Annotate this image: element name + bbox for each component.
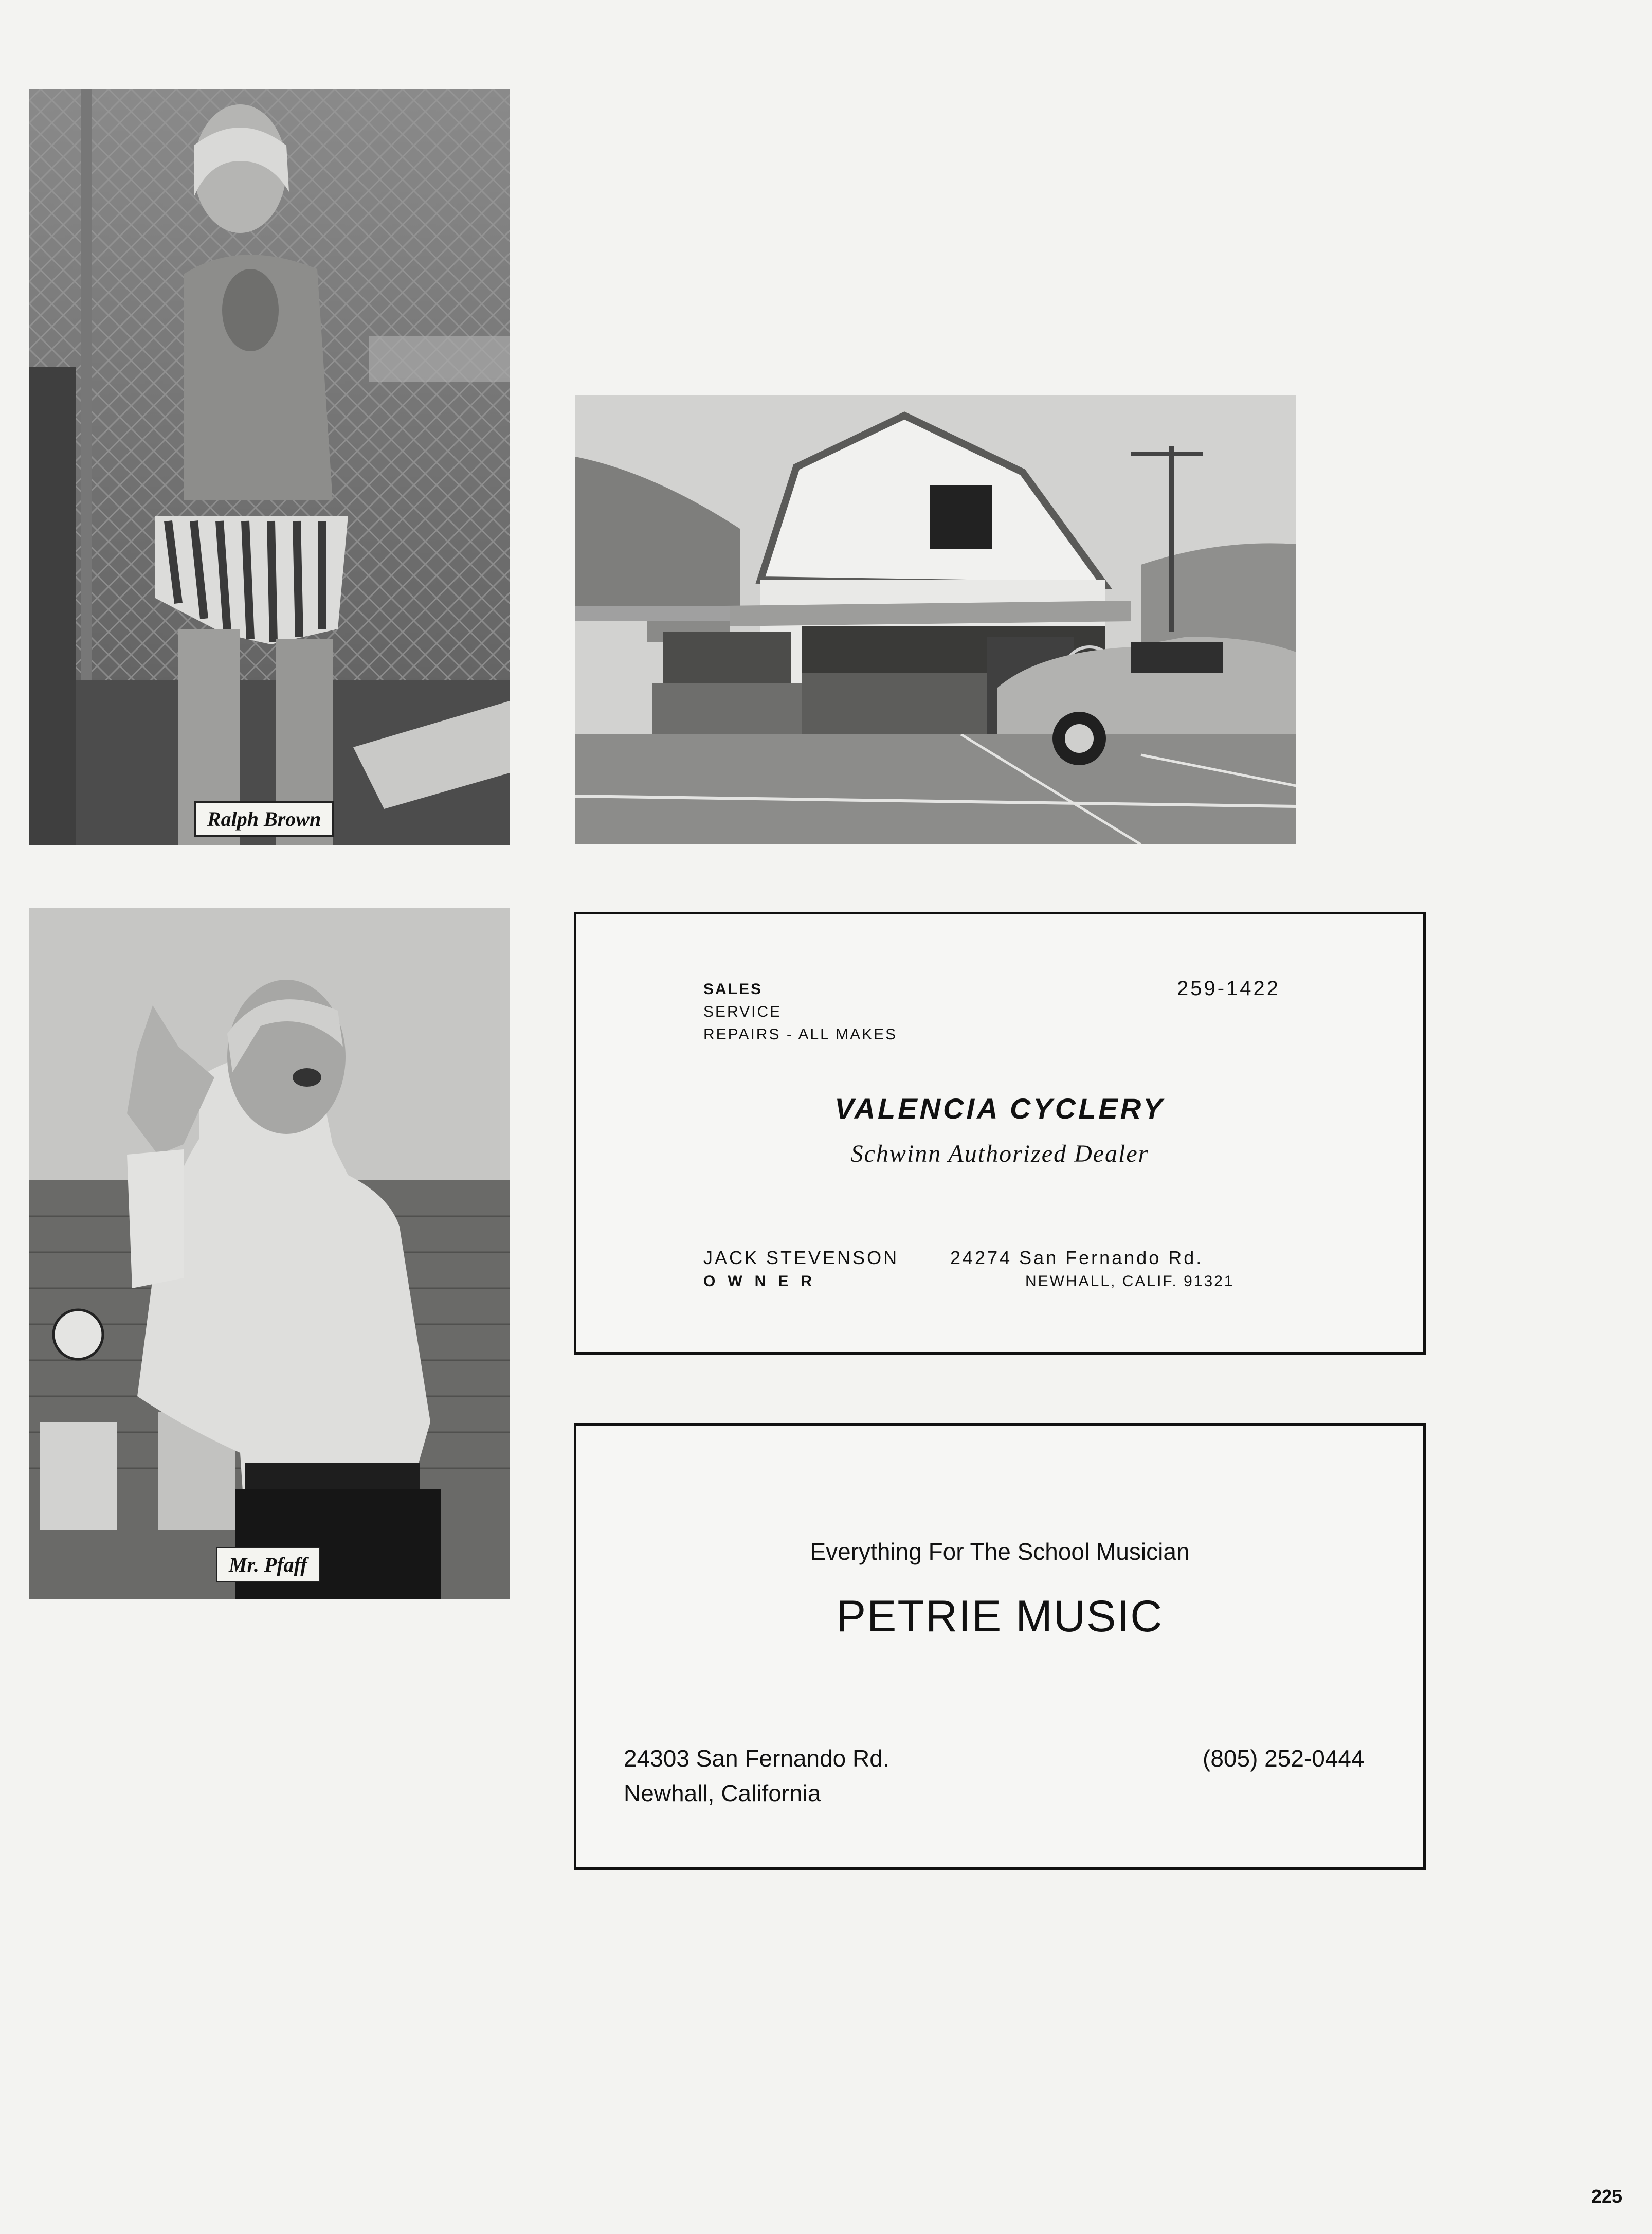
petrie-music-ad (574, 1423, 1426, 1870)
cyclery-owner-name: JACK STEVENSON (703, 1247, 899, 1268)
building-photo (575, 395, 1296, 844)
cyclery-address-line2: NEWHALL, CALIF. 91321 (1025, 1273, 1235, 1290)
cyclery-service-repairs: REPAIRS - ALL MAKES (703, 1026, 898, 1043)
cyclery-address-line1: 24274 San Fernando Rd. (950, 1247, 1204, 1268)
teacher-photo-image (29, 908, 510, 1599)
cyclery-service-service: SERVICE (703, 1003, 782, 1020)
cyclery-name: VALENCIA CYCLERY (834, 1092, 1165, 1125)
valencia-cyclery-ad (574, 912, 1426, 1355)
cyclery-service-sales: SALES (703, 981, 763, 998)
swimmer-photo (29, 89, 510, 845)
music-store-name: PETRIE MUSIC (836, 1592, 1164, 1641)
cyclery-tagline: Schwinn Authorized Dealer (850, 1140, 1149, 1167)
building-photo-image (575, 395, 1296, 844)
swimmer-caption: Ralph Brown (194, 801, 334, 837)
music-phone: (805) 252-0444 (1203, 1745, 1365, 1772)
music-headline: Everything For The School Musician (810, 1538, 1190, 1565)
swimmer-photo-image (29, 89, 510, 845)
teacher-caption: Mr. Pfaff (216, 1547, 320, 1582)
cyclery-phone: 259-1422 (1177, 977, 1281, 1000)
music-address-line2: Newhall, California (624, 1780, 821, 1807)
page-number: 225 (1591, 2186, 1623, 2207)
cyclery-owner-title: OWNER (703, 1273, 824, 1290)
teacher-photo (29, 908, 510, 1599)
music-address-line1: 24303 San Fernando Rd. (624, 1745, 889, 1772)
